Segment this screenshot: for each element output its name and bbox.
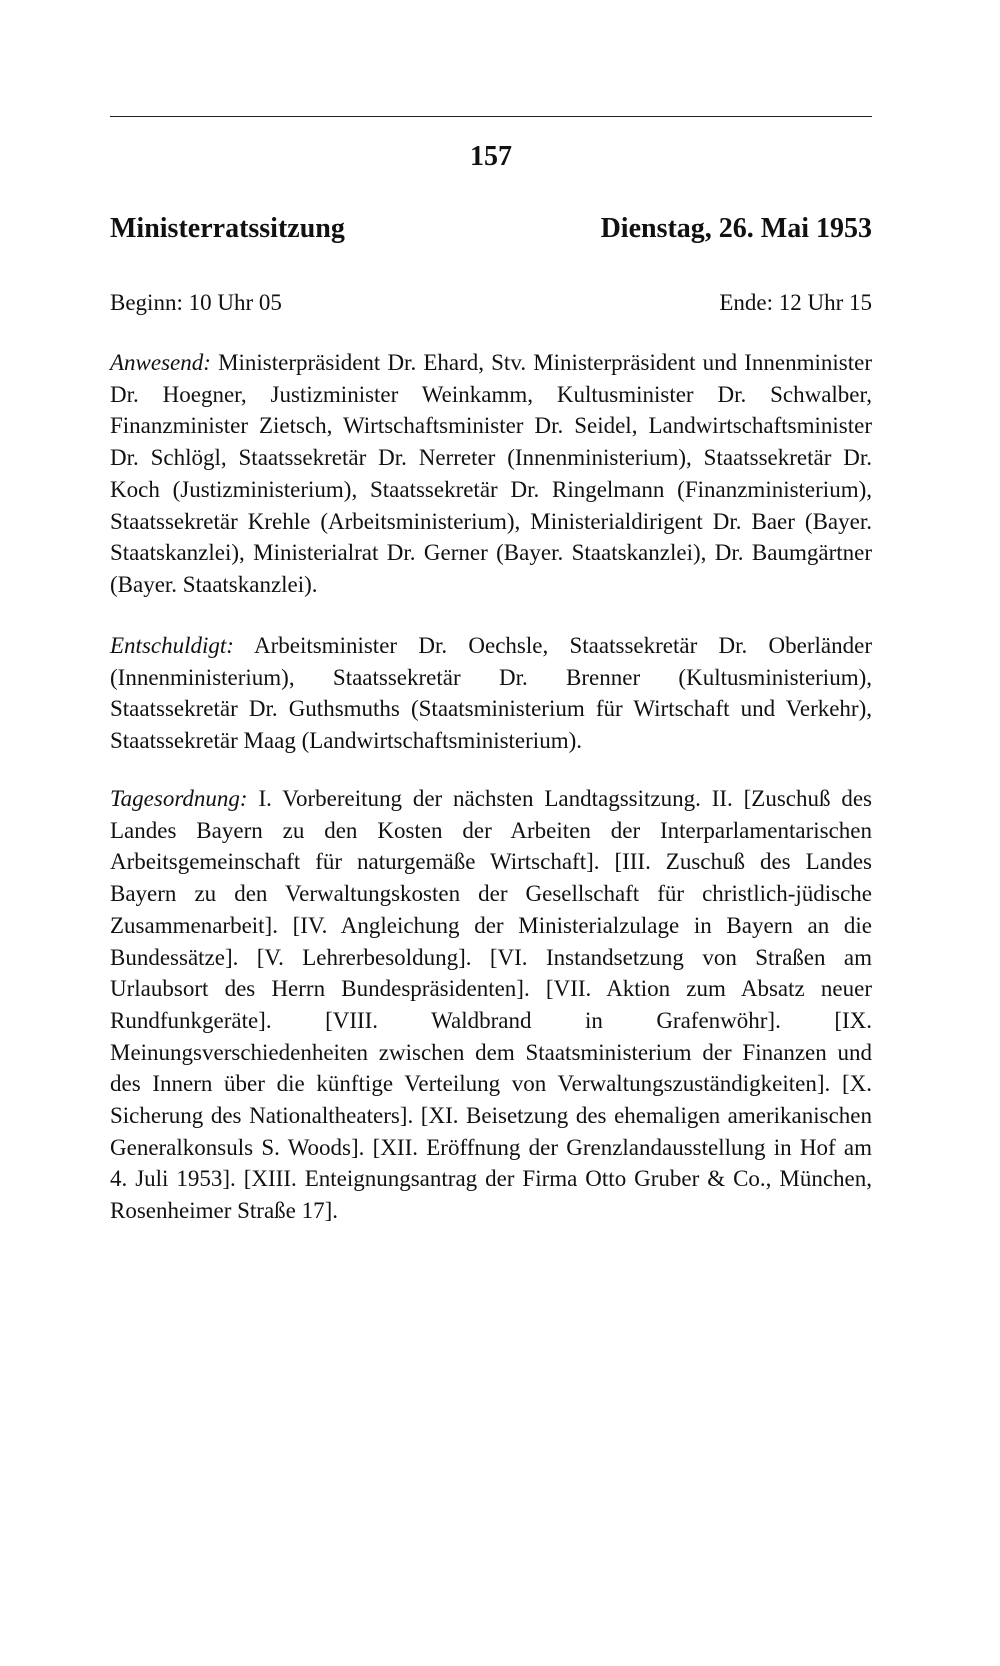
meeting-start: Beginn: 10 Uhr 05 xyxy=(110,290,282,315)
agenda-label: Tagesordnung: xyxy=(110,786,248,811)
meeting-end: Ende: 12 Uhr 15 xyxy=(719,290,872,315)
attendees-text: Ministerpräsident Dr. Ehard, Stv. Ministerpräsident und Innenminister Dr. Hoegner, Justizminister Weinkamm, Kultusminister Dr. Schwalber, Finanzminister Zietsch, Wirtschaftsminister Dr. Seidel, Landwirtschaftsminister Dr. Schlögl, Staatssekretär Dr. Nerreter (Innenministerium), Staatssekretär Dr. Koch (Justizministerium), Staatssekretär Dr. Ringelmann (Finanzministerium), Staatssekretär Krehle (Arbeitsministerium), Ministerialdirigent Dr. Baer (Bayer. Staatskanzlei), Ministerialrat Dr. Gerner (Bayer. Staatskanzlei), Dr. Baumgärtner (Bayer. Staatskanzlei). xyxy=(110,350,872,597)
meeting-header xyxy=(110,212,872,246)
agenda-paragraph xyxy=(110,783,872,1227)
excused-label: Entschuldigt: xyxy=(110,633,234,658)
attendees-label: Anwesend: xyxy=(110,350,211,375)
header-rule xyxy=(110,116,872,117)
meeting-times xyxy=(110,289,872,317)
meeting-title: Ministerratssitzung xyxy=(110,213,345,244)
page-number: 157 xyxy=(470,141,512,172)
agenda-text: I. Vorbereitung der nächsten Landtagssitzung. II. [Zuschuß des Landes Bayern zu den Kosten der Arbeiten der Interparlamentarischen Arbeitsgemeinschaft für naturgemäße Wirtschaft]. [III. Zuschuß des Landes Bayern zu den Verwaltungskosten der Gesellschaft für christlich-jüdische Zusammenarbeit]. [IV. Angleichung der Ministerialzulage in Bayern an die Bundessätze]. [V. Lehrerbesoldung]. [VI. Instandsetzung von Straßen am Urlaubsort des Herrn Bundespräsidenten]. [VII. Aktion zum Absatz neuer Rundfunkgeräte]. [VIII. Waldbrand in Grafenwöhr]. [IX. Meinungsverschiedenheiten zwischen dem Staatsministerium der Finanzen und des Innern über die künftige Verteilung von Verwaltungszuständigkeiten]. [X. Sicherung des Nationaltheaters]. [XI. Beisetzung des ehemaligen amerikanischen Generalkonsuls S. Woods]. [XII. Eröffnung der Grenzlandausstellung in Hof am 4. Juli 1953]. [XIII. Enteignungsantrag der Firma Otto Gruber & Co., München, Rosenheimer Straße 17]. xyxy=(110,786,872,1224)
attendees-paragraph xyxy=(110,347,872,601)
excused-text: Arbeitsminister Dr. Oechsle, Staatssekretär Dr. Oberländer (Innenministerium), Staatssekretär Dr. Brenner (Kultusministerium), Staatssekretär Dr. Guthsmuths (Staatsministerium für Wirtschaft und Verkehr), Staatssekretär Maag (Landwirtschaftsministerium). xyxy=(110,633,872,754)
excused-paragraph xyxy=(110,630,872,757)
meeting-date: Dienstag, 26. Mai 1953 xyxy=(600,213,872,244)
